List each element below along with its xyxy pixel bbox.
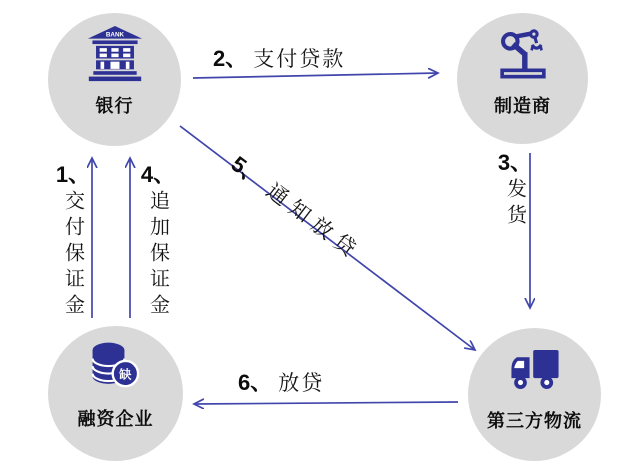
label-notify-text: 通知放贷 — [261, 178, 366, 266]
label-lend-text: 放贷 — [278, 371, 325, 395]
label-lend — [238, 366, 324, 397]
node-financier — [48, 326, 183, 461]
node-logistics-label: 第三方物流 — [487, 411, 582, 431]
node-logistics — [468, 328, 601, 461]
bank-building-icon — [86, 25, 144, 83]
label-notify-number: 5、 — [226, 151, 269, 192]
label-notify-lending — [225, 148, 368, 267]
label-add-deposit-text: 追加保证金 — [146, 190, 169, 320]
label-pay-loan-number: 2、 — [213, 46, 248, 71]
node-financier-label: 融资企业 — [77, 409, 154, 429]
label-ship — [499, 150, 531, 230]
label-deposit-number: 1、 — [55, 162, 91, 187]
label-deposit-text: 交付保证金 — [61, 190, 84, 320]
label-add-deposit — [142, 162, 174, 320]
node-bank — [48, 13, 181, 146]
node-manufacturer — [457, 13, 588, 144]
arrow-pay-loan — [193, 73, 438, 78]
label-add-deposit-number: 4、 — [140, 162, 176, 187]
bank-icon-text: BANK — [105, 31, 124, 39]
node-bank-label: 银行 — [95, 96, 134, 116]
robot-arm-icon — [494, 25, 552, 83]
label-lend-number: 6、 — [238, 370, 273, 395]
shortage-badge-text: 缺 — [118, 367, 131, 382]
truck-icon — [506, 340, 564, 398]
coins-stack-icon — [86, 338, 146, 396]
label-deposit — [57, 162, 89, 320]
node-manufacturer-label: 制造商 — [494, 96, 551, 116]
label-pay-loan — [213, 42, 345, 73]
label-ship-text: 发货 — [503, 178, 526, 230]
label-pay-loan-text: 支付贷款 — [253, 47, 346, 71]
label-ship-number: 3、 — [497, 150, 533, 175]
arrow-lend — [194, 402, 458, 404]
